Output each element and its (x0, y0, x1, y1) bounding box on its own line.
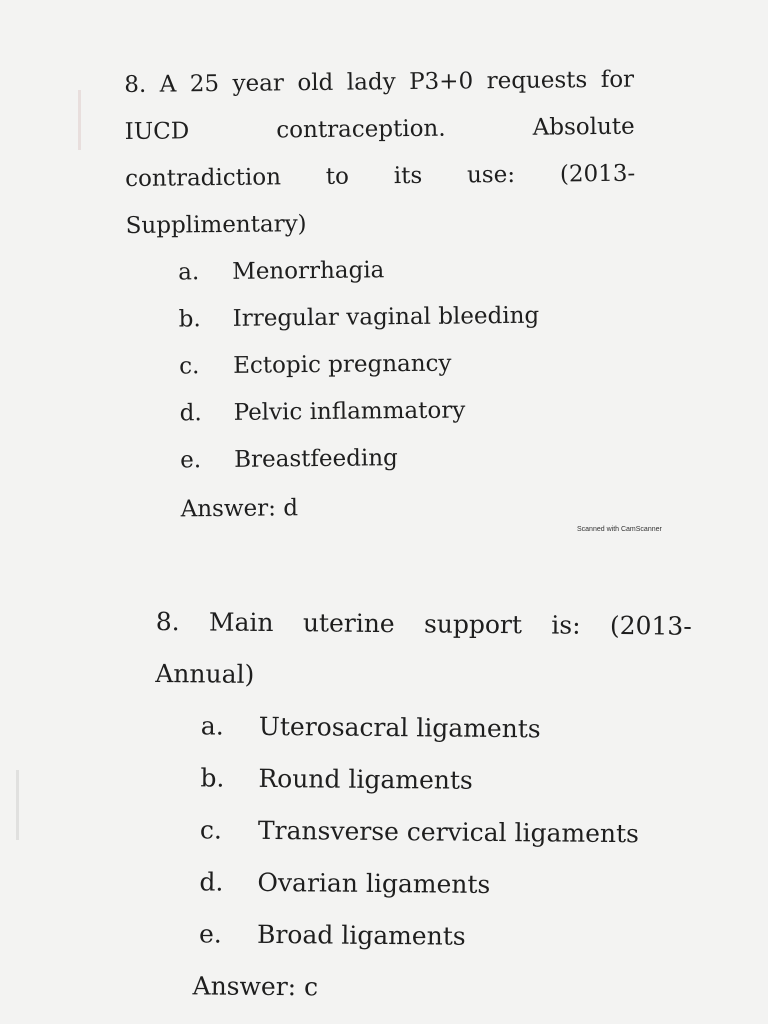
word: 25 (189, 71, 220, 98)
word: uterine (302, 608, 395, 639)
option-letter: a. (178, 259, 200, 286)
option-text: Breastfeeding (234, 445, 398, 473)
word: A (159, 71, 177, 98)
option-e (199, 908, 689, 964)
word: requests (486, 67, 588, 95)
word: 8. (155, 606, 180, 637)
word: use: (466, 161, 516, 189)
option-a (201, 700, 691, 756)
option-b (200, 752, 690, 808)
question-2-options (199, 700, 691, 964)
question-1-stem-line-3 (125, 151, 635, 203)
word: old (297, 69, 334, 97)
question-1-stem-line-1 (124, 57, 634, 109)
question-2-stem-line-2: Annual) (155, 658, 255, 689)
word: contraception. (276, 115, 446, 144)
word: IUCD (124, 118, 190, 145)
option-letter: b. (200, 763, 225, 793)
scanner-watermark: Scanned with CamScanner (577, 526, 662, 533)
option-text: Pelvic inflammatory (233, 397, 466, 426)
option-letter: b. (178, 306, 201, 333)
word: (2013- (559, 160, 636, 188)
option-letter: c. (179, 353, 200, 380)
word: for (600, 66, 635, 94)
question-2 (152, 596, 692, 1017)
option-d (179, 386, 637, 438)
option-letter: d. (199, 867, 224, 897)
question-2-stem-line-1 (156, 596, 692, 653)
option-text: Transverse cervical ligaments (257, 815, 640, 849)
word: Absolute (532, 113, 635, 141)
word: 8. (124, 71, 147, 98)
option-text: Round ligaments (258, 763, 473, 795)
word: Main (208, 607, 274, 638)
word: P3+0 (408, 68, 474, 96)
option-text: Uterosacral ligaments (258, 711, 541, 744)
option-c (200, 804, 690, 860)
option-c (179, 339, 637, 391)
option-b (178, 292, 636, 344)
scan-artifact (16, 770, 19, 840)
option-a (178, 245, 636, 297)
option-text: Broad ligaments (256, 919, 466, 951)
word: support (423, 609, 523, 640)
option-text: Menorrhagia (232, 257, 385, 285)
option-letter: d. (179, 400, 202, 427)
word: its (393, 162, 423, 190)
scan-artifact (78, 90, 81, 150)
question-1-options (178, 245, 638, 485)
option-letter: c. (199, 815, 223, 845)
option-letter: e. (180, 447, 202, 474)
word: is: (551, 610, 581, 640)
word: lady (346, 69, 396, 96)
question-2-answer: Answer: c (192, 971, 319, 1002)
question-1-stem-line-2 (124, 104, 634, 156)
option-text: Irregular vaginal bleeding (232, 302, 540, 332)
option-letter: e. (198, 919, 222, 949)
word: year (232, 70, 285, 97)
option-d (199, 856, 689, 912)
question-1-answer: Answer: d (180, 495, 299, 523)
option-letter: a. (200, 711, 224, 741)
question-1 (124, 57, 639, 534)
question-1-stem-line-4: Supplimentary) (125, 211, 307, 239)
option-e (180, 433, 638, 485)
word: (2013- (609, 610, 692, 641)
word: to (325, 163, 350, 190)
option-text: Ectopic pregnancy (233, 350, 452, 379)
word: contradiction (125, 164, 282, 192)
option-text: Ovarian ligaments (257, 867, 491, 899)
